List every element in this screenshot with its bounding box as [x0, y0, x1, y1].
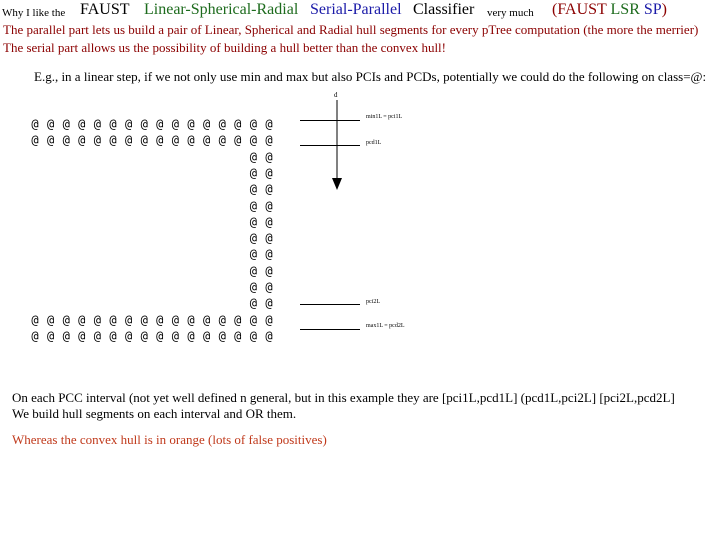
- class-point: @: [124, 328, 133, 343]
- title-lsr: Linear-Spherical-Radial: [144, 1, 299, 18]
- pci2-label: pci2L: [366, 299, 380, 305]
- class-point: @: [124, 133, 133, 148]
- or-line: We build hull segments on each interval and OR them.: [12, 406, 297, 421]
- max-pcd2-line: [300, 329, 360, 330]
- class-point: @: [46, 328, 55, 343]
- class-point: @: [171, 117, 179, 131]
- class-point: @: [156, 328, 164, 343]
- class-point: @: [249, 198, 257, 213]
- class-point: @: [265, 182, 273, 197]
- class-point: @: [109, 117, 117, 131]
- pcd1-line: [300, 145, 360, 146]
- title-prefix: Why I like the: [2, 7, 66, 19]
- class-point: @: [218, 133, 226, 148]
- class-point: @: [124, 117, 133, 131]
- class-point: @: [265, 149, 273, 164]
- class-point: @: [265, 263, 273, 278]
- class-point: @: [249, 214, 257, 229]
- class-point: @: [109, 328, 117, 343]
- class-point: @: [46, 133, 55, 148]
- class-point: @: [265, 280, 273, 294]
- title-abbrev: [552, 1, 667, 19]
- class-point: @: [187, 117, 195, 131]
- class-point: @: [31, 328, 39, 343]
- title-sp: Serial-Parallel: [310, 1, 402, 18]
- class-point: @: [46, 117, 55, 131]
- class-point: @: [249, 247, 257, 262]
- class-point: @: [93, 133, 101, 148]
- title-abbrev-sp: SP: [643, 1, 662, 18]
- class-point: @: [249, 182, 257, 197]
- class-point: @: [78, 117, 86, 131]
- class-point: @: [124, 312, 133, 327]
- class-point: @: [218, 312, 226, 327]
- class-point: @: [171, 133, 179, 148]
- d-axis-arrow: [330, 100, 344, 192]
- class-point: @: [93, 312, 101, 327]
- class-point: @: [93, 328, 101, 343]
- class-point: @: [78, 133, 86, 148]
- class-point: @: [171, 312, 179, 327]
- class-point: @: [109, 312, 117, 327]
- class-point: @: [78, 328, 86, 343]
- class-point: @: [62, 328, 70, 343]
- class-point: @: [156, 312, 164, 327]
- class-point: @: [46, 312, 55, 327]
- min-pci1-line: [300, 120, 360, 121]
- class-point: @: [265, 312, 273, 327]
- class-point: @: [218, 117, 226, 131]
- class-point: @: [234, 117, 242, 131]
- class-point: @: [265, 214, 273, 229]
- class-point: @: [265, 165, 273, 180]
- min-pci1-label: min1L = pci1L: [366, 114, 403, 120]
- class-point: @: [249, 280, 257, 294]
- class-point: @: [249, 165, 257, 180]
- class-point: @: [202, 117, 211, 131]
- class-point: @: [140, 328, 148, 343]
- class-point: @: [202, 133, 211, 148]
- d-axis-label: d: [334, 91, 338, 99]
- class-point: @: [140, 133, 148, 148]
- class-point: @: [249, 133, 257, 148]
- class-point: @: [234, 133, 242, 148]
- class-point: @: [187, 328, 195, 343]
- intervals-line: On each PCC interval (not yet well defined n general, but in this example they are [pci1L,pcd1L] (pcd1L,pci2L] [pci2L,pcd2L]: [12, 390, 675, 405]
- class-point: @: [265, 231, 273, 246]
- class-point: @: [62, 117, 70, 131]
- class-point: @: [265, 328, 273, 343]
- class-point: @: [140, 117, 148, 131]
- class-point: @: [234, 312, 242, 327]
- class-point: @: [249, 296, 257, 311]
- title-classifier: Classifier: [413, 1, 475, 18]
- title-very-much: very much: [487, 7, 534, 19]
- class-point: @: [265, 117, 273, 131]
- class-point: @: [187, 312, 195, 327]
- class-point: @: [109, 133, 117, 148]
- example-line: E.g., in a linear step, if we not only use min and max but also PCIs and PCDs, potentially we could do the following on class=@:: [34, 69, 707, 84]
- class-point: @: [265, 133, 273, 148]
- title-abbrev-open: (FAUST: [552, 1, 611, 18]
- class-point: @: [31, 133, 39, 148]
- class-point: @: [156, 133, 164, 148]
- class-point: @: [202, 328, 211, 343]
- class-point: @: [156, 117, 164, 131]
- class-point: @: [249, 149, 257, 164]
- pcd1-label: pcd1L: [366, 140, 382, 146]
- class-point: @: [265, 296, 273, 311]
- class-point: @: [234, 328, 242, 343]
- class-point: @: [31, 117, 39, 131]
- class-point: @: [31, 312, 39, 327]
- convex-hull-line: Whereas the convex hull is in orange (lots of false positives): [12, 432, 327, 447]
- class-point: @: [218, 328, 226, 343]
- class-point: @: [249, 231, 257, 246]
- class-point: @: [249, 263, 257, 278]
- class-point: @: [171, 328, 179, 343]
- class-point: @: [62, 133, 70, 148]
- class-point: @: [78, 312, 86, 327]
- class-point: @: [249, 328, 257, 343]
- class-point: @: [140, 312, 148, 327]
- parallel-line: The parallel part lets us build a pair of Linear, Spherical and Radial hull segments for every pTree computation (the more the merrier): [3, 22, 699, 37]
- class-point: @: [265, 198, 273, 213]
- title-faust: FAUST: [80, 1, 130, 18]
- class-point: @: [62, 312, 70, 327]
- class-points-grid: [30, 117, 290, 343]
- class-point: @: [187, 133, 195, 148]
- title-abbrev-lsr: LSR: [610, 1, 640, 18]
- class-point: @: [202, 312, 211, 327]
- title-abbrev-close: ): [661, 1, 667, 18]
- class-point: @: [265, 247, 273, 262]
- class-point: @: [249, 312, 257, 327]
- serial-line: The serial part allows us the possibility of building a hull better than the convex hull!: [3, 40, 446, 55]
- class-point: @: [249, 117, 257, 131]
- max-pcd2-label: max1L = pcd2L: [366, 323, 405, 329]
- class-point: @: [93, 117, 101, 131]
- pci2-line: [300, 304, 360, 305]
